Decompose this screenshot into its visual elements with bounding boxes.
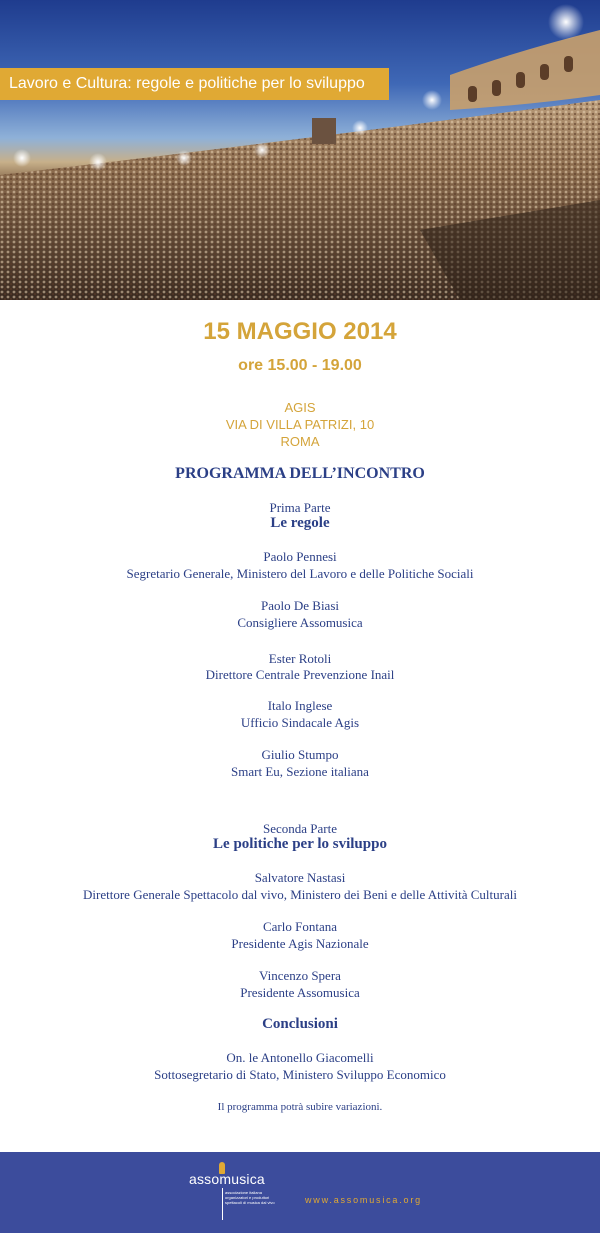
logo-tagline: associazione italiana organizzatori e produttori spettacoli di musica dal vivo: [225, 1190, 275, 1205]
speaker-name: Carlo Fontana: [262, 919, 337, 934]
speaker-role: Segretario Generale, Ministero del Lavoro e delle Politiche Sociali: [126, 566, 474, 581]
speaker-name: Ester Rotoli: [268, 651, 332, 666]
speaker-role: Ufficio Sindacale Agis: [240, 715, 360, 730]
part2-title: Le politiche per lo sviluppo: [213, 836, 387, 852]
speaker-name: Paolo Pennesi: [263, 549, 337, 564]
speaker-role: Direttore Centrale Prevenzione Inail: [205, 667, 395, 682]
speaker-role: Direttore Generale Spettacolo dal vivo, Ministero dei Beni e delle Attività Culturali: [83, 887, 517, 902]
speaker-role: Presidente Agis Nazionale: [231, 936, 369, 951]
arena-illustration: [0, 0, 600, 300]
assomusica-logo: assomusica: [189, 1171, 265, 1187]
speaker-name: Italo Inglese: [267, 698, 333, 713]
website-link[interactable]: www.assomusica.org: [305, 1195, 422, 1205]
speaker-role: Consigliere Assomusica: [237, 615, 363, 630]
hero-image: [0, 0, 600, 300]
speaker-role: Smart Eu, Sezione italiana: [231, 764, 369, 779]
speaker-role: Presidente Assomusica: [240, 985, 360, 1000]
part2-label: Seconda Parte: [262, 821, 337, 836]
speaker-name: Salvatore Nastasi: [254, 870, 346, 885]
speaker-name: Paolo De Biasi: [261, 598, 339, 613]
logo-divider: [222, 1188, 223, 1220]
event-time: ore 15.00 - 19.00: [238, 357, 362, 374]
conclusions-name: On. le Antonello Giacomelli: [226, 1050, 374, 1065]
venue-address: VIA DI VILLA PATRIZI, 10: [225, 417, 375, 432]
hero-title-banner: Lavoro e Cultura: regole e politiche per lo sviluppo: [0, 68, 389, 100]
speaker-name: Vincenzo Spera: [259, 968, 341, 983]
programme-note: Il programma potrà subire variazioni.: [217, 1101, 383, 1113]
venue-name: AGIS: [284, 400, 316, 415]
conclusions-title: Conclusioni: [262, 1016, 338, 1032]
event-date: 15 MAGGIO 2014: [203, 318, 397, 345]
part1-title: Le regole: [270, 515, 330, 531]
programme-title: PROGRAMMA DELL’INCONTRO: [175, 465, 425, 482]
footer: [0, 1152, 600, 1233]
venue-city: ROMA: [280, 434, 320, 449]
conclusions-role: Sottosegretario di Stato, Ministero Sviluppo Economico: [154, 1067, 446, 1082]
part1-label: Prima Parte: [269, 500, 331, 515]
speaker-name: Giulio Stumpo: [261, 747, 339, 762]
